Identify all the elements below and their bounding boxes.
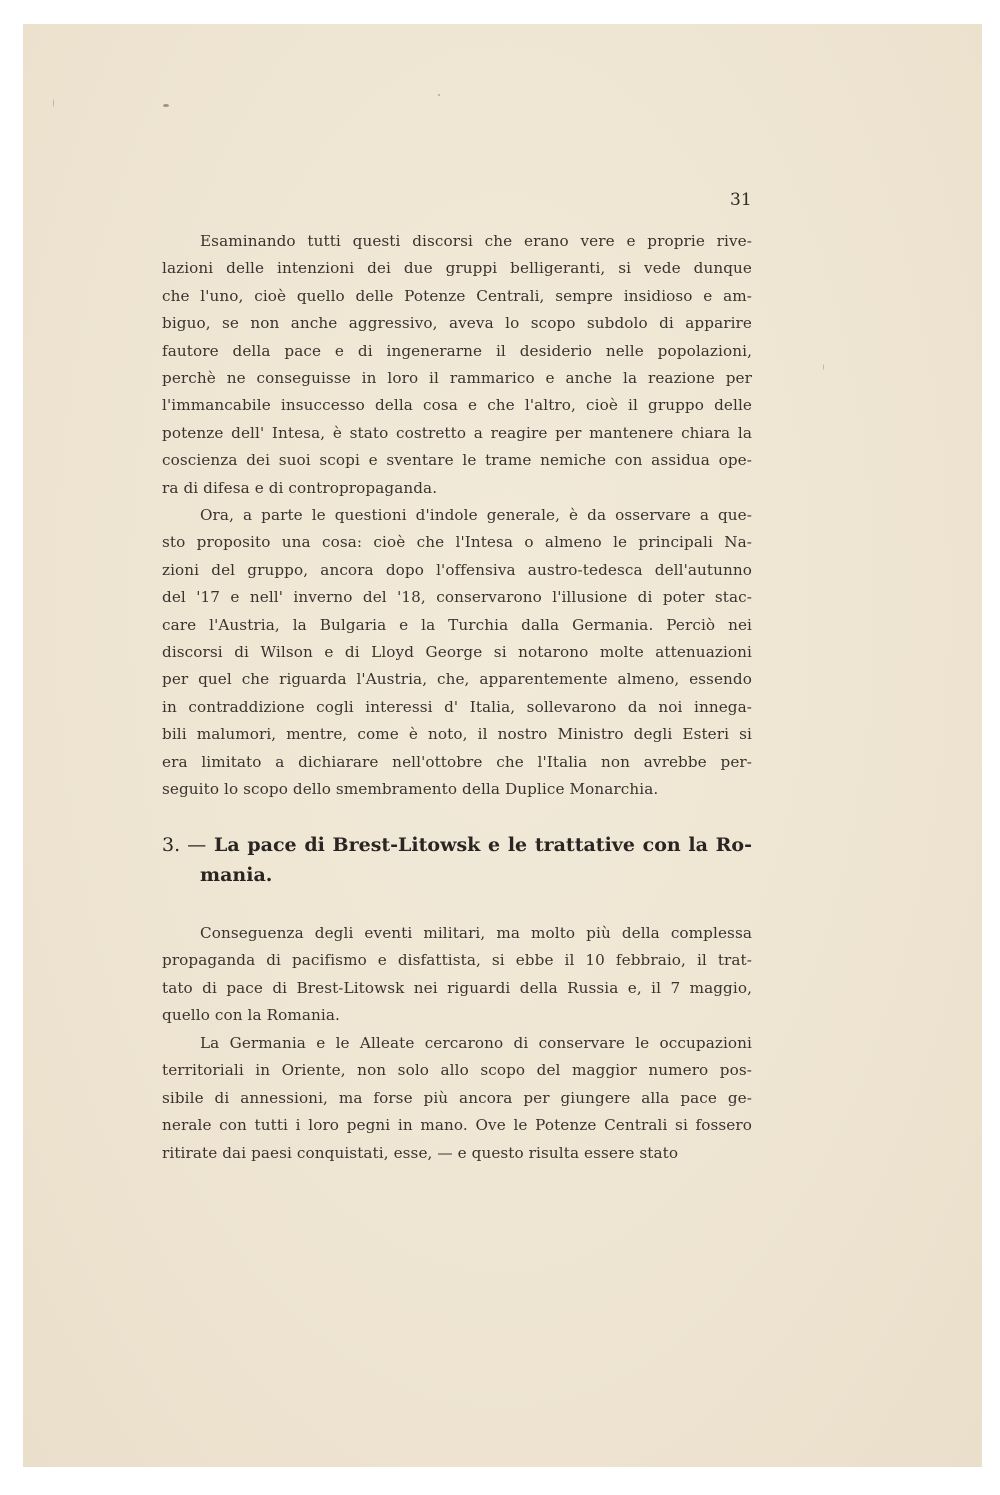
text-line: per quel che riguarda l'Austria, che, apparentemente almeno, essendo xyxy=(162,670,752,689)
text-line: fautore della pace e di ingenerarne il desiderio nelle popolazioni, xyxy=(162,341,752,360)
paper-speck xyxy=(438,94,440,96)
text-line: nerale con tutti i loro pegni in mano. Ove le Potenze Centrali si fossero xyxy=(162,1116,752,1135)
paragraph-1 xyxy=(162,228,752,502)
text-line: del '17 e nell' inverno del '18, conservarono l'illusione di poter stac- xyxy=(162,588,752,607)
text-line: era limitato a dichiarare nell'ottobre che l'Italia non avrebbe per- xyxy=(162,752,752,771)
paper-speck xyxy=(823,364,824,370)
text-line: propaganda di pacifismo e disfattista, si ebbe il 10 febbraio, il trat- xyxy=(162,951,752,970)
text-line: biguo, se non anche aggressivo, aveva lo scopo subdolo di apparire xyxy=(162,314,752,333)
text-line: potenze dell' Intesa, è stato costretto a reagire per mantenere chiara la xyxy=(162,423,752,442)
text-line: zioni del gruppo, ancora dopo l'offensiva austro-tedesca dell'autunno xyxy=(162,560,752,579)
text-line: discorsi di Wilson e di Lloyd George si notarono molte attenuazioni xyxy=(162,642,752,661)
text-line: sibile di annessioni, ma forse più ancora per giungere alla pace ge- xyxy=(162,1088,752,1107)
section-title-line-2: mania. xyxy=(200,864,273,886)
paragraph-2 xyxy=(162,502,752,803)
text-line: Ora, a parte le questioni d'indole generale, è da osservare a que- xyxy=(200,506,752,524)
page-number: 31 xyxy=(730,190,752,210)
text-line: in contraddizione cogli interessi d' Italia, sollevarono da noi innega- xyxy=(162,697,752,716)
section-number: 3. — xyxy=(162,834,207,856)
text-line: lazioni delle intenzioni dei due gruppi belligeranti, si vede dunque xyxy=(162,259,752,278)
text-line: care l'Austria, la Bulgaria e la Turchia dalla Germania. Perciò nei xyxy=(162,615,752,634)
text-line: quello con la Romania. xyxy=(162,1006,340,1025)
text-line: tato di pace di Brest-Litowsk nei riguardi della Russia e, il 7 maggio, xyxy=(162,978,752,997)
text-line: bili malumori, mentre, come è noto, il nostro Ministro degli Esteri si xyxy=(162,725,752,744)
text-line: seguito lo scopo dello smembramento della Duplice Monarchia. xyxy=(162,779,659,798)
text-line: ra di difesa e di contropropaganda. xyxy=(162,478,438,497)
section-heading xyxy=(162,830,752,890)
text-line: ritirate dai paesi conquistati, esse, — e questo risulta essere stato xyxy=(162,1143,679,1162)
paper-speck xyxy=(163,104,169,107)
section-heading-line-1 xyxy=(162,830,752,860)
text-line: sto proposito una cosa: cioè che l'Intesa o almeno le principali Na- xyxy=(162,533,752,552)
text-line: coscienza dei suoi scopi e sventare le trame nemiche con assidua ope- xyxy=(162,451,752,470)
text-line: perchè ne conseguisse in loro il rammarico e anche la reazione per xyxy=(162,368,752,387)
text-line: La Germania e le Alleate cercarono di conservare le occupazioni xyxy=(200,1034,752,1052)
section-title-line-1: La pace di Brest-Litowsk e le trattative con la Ro- xyxy=(213,834,752,856)
text-line: che l'uno, cioè quello delle Potenze Centrali, sempre insidioso e am- xyxy=(162,286,752,305)
paper-speck xyxy=(53,99,54,107)
paragraph-4 xyxy=(162,1030,752,1167)
text-line: Esaminando tutti questi discorsi che erano vere e proprie rive- xyxy=(200,232,752,250)
text-line: territoriali in Oriente, non solo allo scopo del maggior numero pos- xyxy=(162,1061,752,1080)
paragraph-3 xyxy=(162,920,752,1030)
text-line: l'immancabile insuccesso della cosa e che l'altro, cioè il gruppo delle xyxy=(162,396,752,415)
text-line: Conseguenza degli eventi militari, ma molto più della complessa xyxy=(200,924,752,942)
